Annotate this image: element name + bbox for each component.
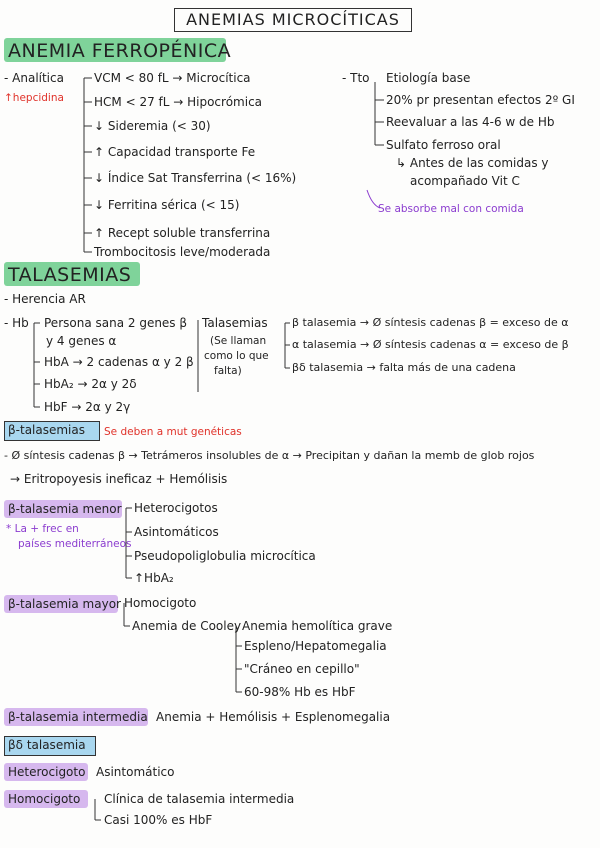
menor-item: Heterocigotos xyxy=(134,501,218,515)
analitica-item: VCM < 80 fL → Microcítica xyxy=(94,71,251,85)
beta-note: Se deben a mut genéticas xyxy=(104,426,242,438)
analitica-item: ↑ Capacidad transporte Fe xyxy=(94,145,256,159)
mayor-item: 60-98% Hb es HbF xyxy=(244,685,356,699)
talasemia-type: βδ talasemia → falta más de una cadena xyxy=(292,361,516,374)
ferro-heading: ANEMIA FERROPÉNICA xyxy=(8,40,232,62)
talasemia-type: β talasemia → Ø síntesis cadenas β = exceso de α xyxy=(292,316,569,329)
beta-line: → Eritropoyesis ineficaz + Hemólisis xyxy=(10,472,228,486)
hetero-label: Heterocigoto xyxy=(8,765,86,779)
tal-heading: TALASEMIAS xyxy=(8,264,132,286)
analitica-label: - Analítica xyxy=(4,71,64,85)
intermedia-text: Anemia + Hemólisis + Esplenomegalia xyxy=(156,710,391,724)
hb-item: Persona sana 2 genes β xyxy=(44,316,188,330)
hb-item: HbF → 2α y 2γ xyxy=(44,400,131,414)
hb-item: HbA → 2 cadenas α y 2 β xyxy=(44,355,194,369)
hepcidina-note: ↑hepcidina xyxy=(4,92,64,104)
herencia-text: - Herencia AR xyxy=(4,292,86,306)
hetero-text: Asintomático xyxy=(96,765,175,779)
menor-note: países mediterráneos xyxy=(18,538,132,550)
beta-label: β-talasemias xyxy=(8,423,85,437)
bd-label: βδ talasemia xyxy=(8,738,86,752)
tto-note: Se absorbe mal con comida xyxy=(378,203,524,215)
mayor-item: Espleno/Hepatomegalia xyxy=(244,639,387,653)
menor-item: ↑HbA₂ xyxy=(134,571,174,585)
analitica-item: ↓ Sideremia (< 30) xyxy=(94,119,211,133)
beta-line: - Ø síntesis cadenas β → Tetrámeros insolubles de α → Precipitan y dañan la memb de glob rojos xyxy=(4,449,535,462)
menor-note: * La + frec en xyxy=(6,523,79,535)
menor-item: Asintomáticos xyxy=(134,525,219,539)
hb-item: HbA₂ → 2α y 2δ xyxy=(44,377,137,391)
tto-item: Reevaluar a las 4-6 w de Hb xyxy=(386,115,555,129)
hb-item: y 4 genes α xyxy=(46,334,117,348)
tto-item: acompañado Vit C xyxy=(410,174,520,188)
analitica-item: ↑ Recept soluble transferrina xyxy=(94,226,271,240)
menor-item: Pseudopoliglobulia microcítica xyxy=(134,549,316,563)
tto-item: Sulfato ferroso oral xyxy=(386,138,501,152)
mayor-label: β-talasemia mayor xyxy=(8,597,121,611)
talasemias-sub: (Se llaman xyxy=(210,335,267,347)
homo-item: Casi 100% es HbF xyxy=(104,813,213,827)
intermedia-label: β-talasemia intermedia xyxy=(8,710,148,724)
talasemia-type: α talasemia → Ø síntesis cadenas α = exceso de β xyxy=(292,338,569,351)
tto-item: Etiología base xyxy=(386,71,471,85)
mayor-homocigoto: Homocigoto xyxy=(124,596,197,610)
mayor-item: "Cráneo en cepillo" xyxy=(244,662,360,676)
talasemias-sub: como lo que xyxy=(204,350,269,362)
page-title: ANEMIAS MICROCÍTICAS xyxy=(174,8,412,32)
talasemias-label: Talasemias xyxy=(202,316,268,330)
mayor-cooley: Anemia de Cooley xyxy=(132,619,242,633)
homo-item: Clínica de talasemia intermedia xyxy=(104,792,295,806)
menor-label: β-talasemia menor xyxy=(8,502,122,516)
analitica-item: ↓ Índice Sat Transferrina (< 16%) xyxy=(94,171,297,185)
analitica-item: Trombocitosis leve/moderada xyxy=(94,245,271,259)
tto-label: - Tto xyxy=(342,71,370,85)
tto-item: ↳ Antes de las comidas y xyxy=(396,156,549,170)
hb-label: - Hb xyxy=(4,316,29,330)
mayor-item: Anemia hemolítica grave xyxy=(242,619,393,633)
analitica-item: ↓ Ferritina sérica (< 15) xyxy=(94,198,240,212)
tto-item: 20% pr presentan efectos 2º GI xyxy=(386,93,575,107)
analitica-item: HCM < 27 fL → Hipocrómica xyxy=(94,95,263,109)
homo-label: Homocigoto xyxy=(8,792,81,806)
talasemias-sub: falta) xyxy=(214,365,242,377)
